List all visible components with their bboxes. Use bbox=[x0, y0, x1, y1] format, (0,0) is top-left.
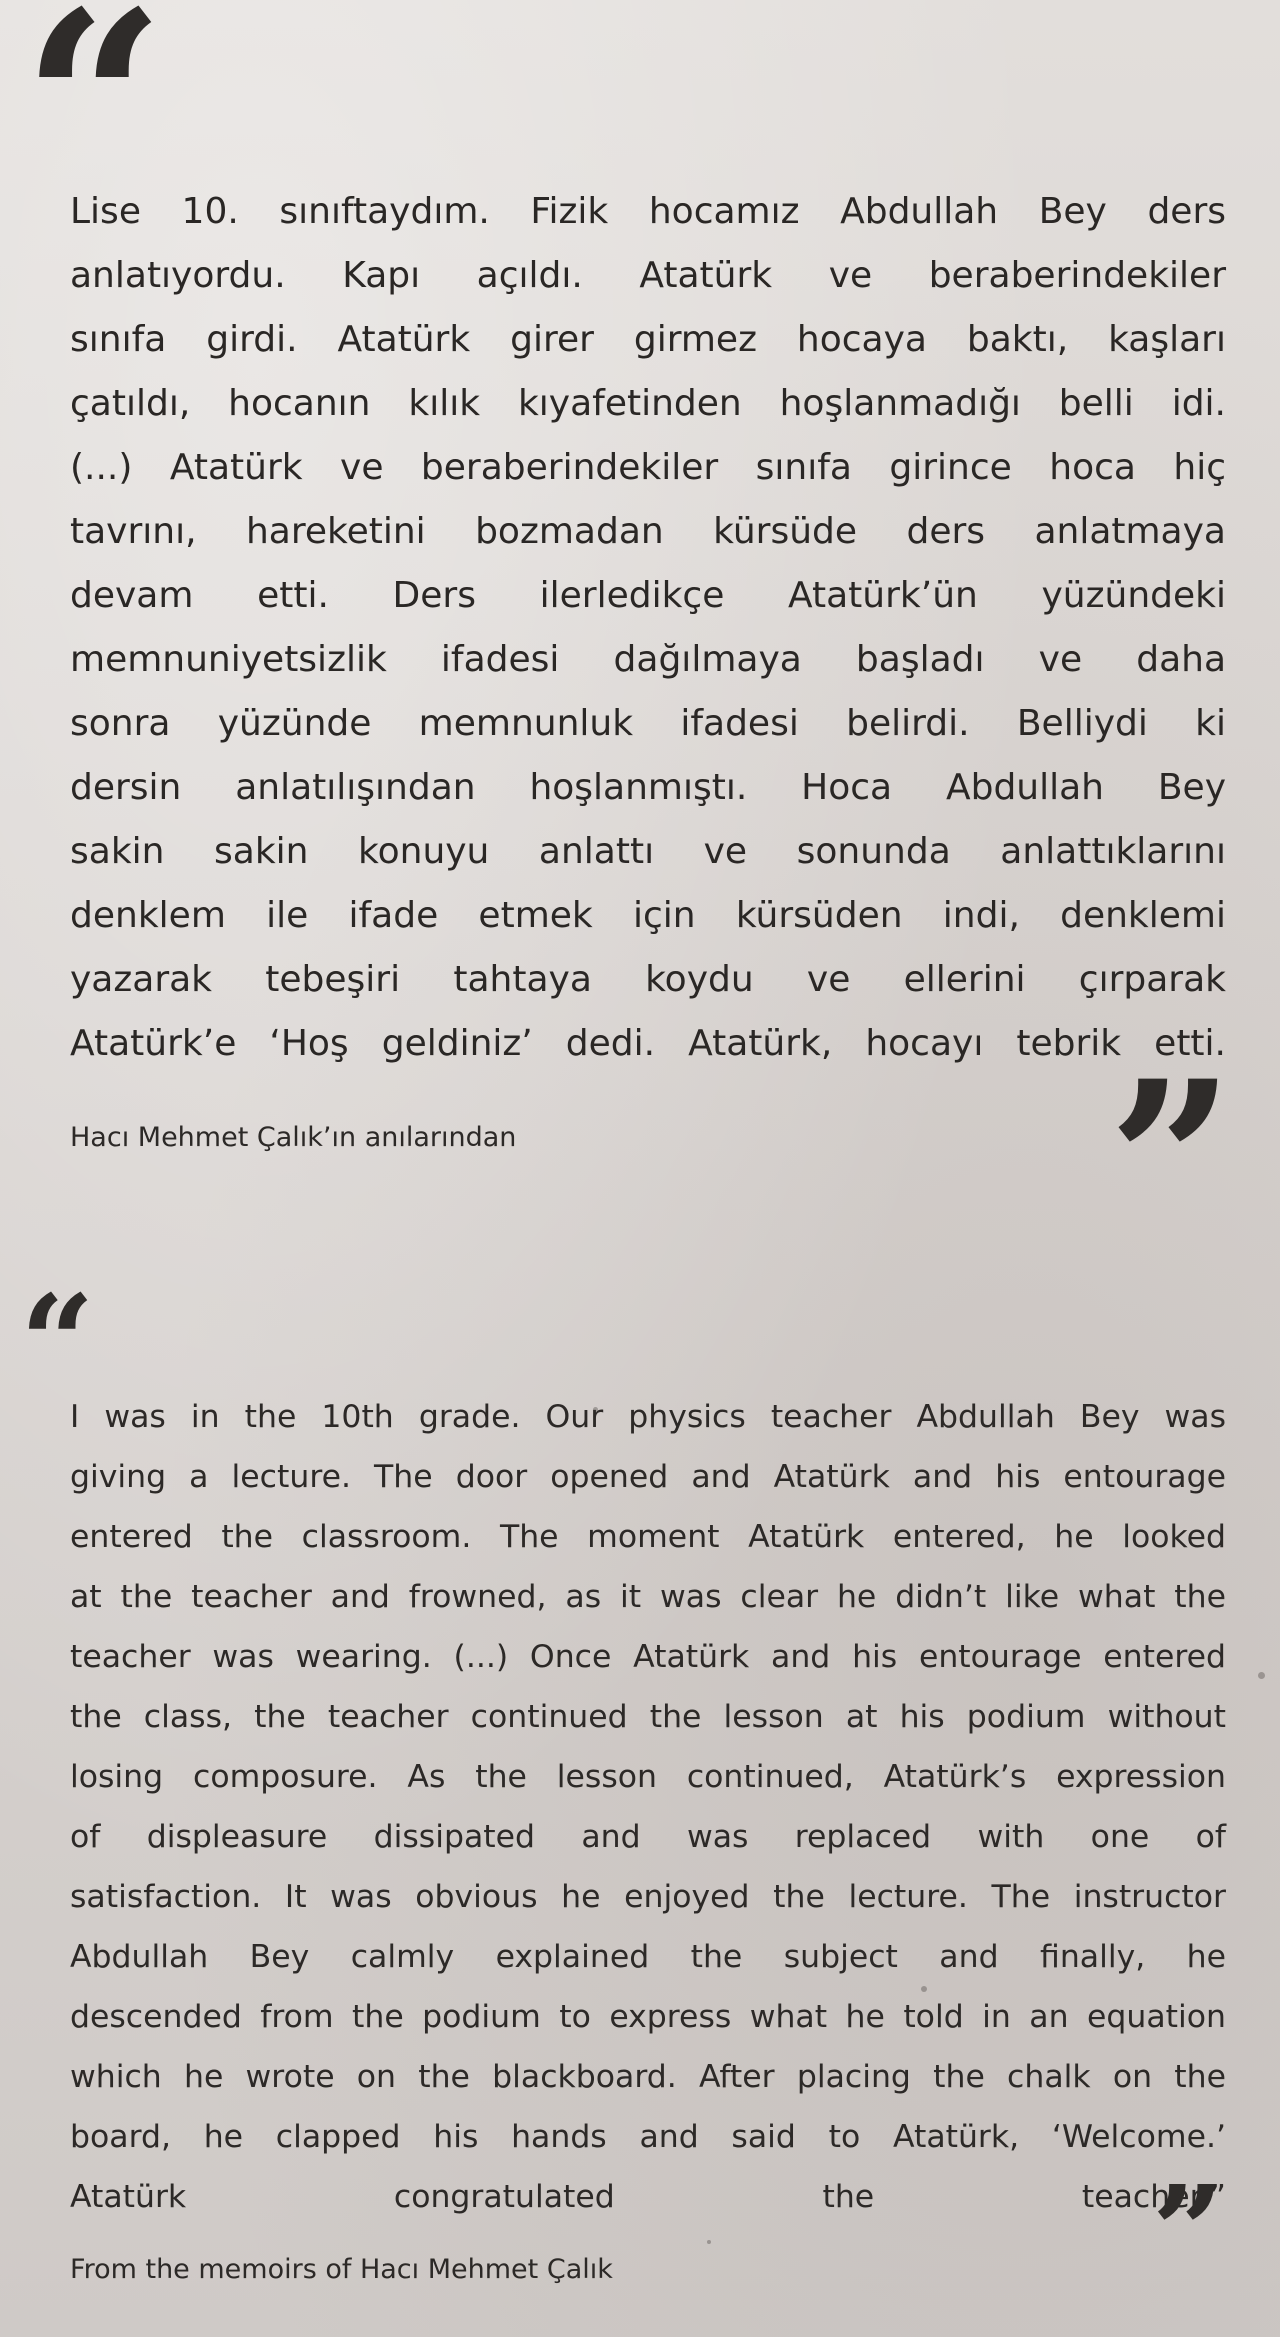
text-line: board, he clapped his hands and said to Atatürk, ‘Welcome.’ bbox=[70, 2119, 1226, 2155]
text-line: the class, the teacher continued the lesson at his podium without bbox=[70, 1699, 1226, 1735]
wall-speck bbox=[1258, 1672, 1265, 1679]
wall-speck bbox=[707, 2240, 711, 2244]
text-line: yazarak tebeşiri tahtaya koydu ve ellerini çırparak bbox=[70, 959, 1226, 1000]
text-line: (...) Atatürk ve beraberindekiler sınıfa girince hoca hiç bbox=[70, 447, 1226, 488]
wall-speck bbox=[921, 1986, 927, 1992]
english-quote-text bbox=[70, 1387, 1226, 2227]
open-quote-icon: “ bbox=[22, 0, 160, 250]
text-line: Lise 10. sınıftaydım. Fizik hocamız Abdullah Bey ders bbox=[70, 191, 1226, 232]
english-attribution: From the memoirs of Hacı Mehmet Çalık bbox=[70, 2254, 613, 2285]
text-line: devam etti. Ders ilerledikçe Atatürk’ün yüzündeki bbox=[70, 575, 1226, 616]
wall-speck bbox=[593, 1407, 598, 1412]
text-line: tavrını, hareketini bozmadan kürsüde ders anlatmaya bbox=[70, 511, 1226, 552]
open-quote-icon: “ bbox=[20, 1266, 92, 1419]
text-line: Abdullah Bey calmly explained the subject and finally, he bbox=[70, 1939, 1226, 1975]
text-line: çatıldı, hocanın kılık kıyafetinden hoşlanmadığı belli idi. bbox=[70, 383, 1226, 424]
turkish-quote-text bbox=[70, 180, 1226, 1076]
text-line: I was in the 10th grade. Our physics teacher Abdullah Bey was bbox=[70, 1399, 1226, 1435]
text-line: at the teacher and frowned, as it was clear he didn’t like what the bbox=[70, 1579, 1226, 1615]
text-line: Atatürk congratulated the teacher.” bbox=[70, 2179, 1226, 2215]
text-line: Atatürk’e ‘Hoş geldiniz’ dedi. Atatürk, hocayı tebrik etti. bbox=[70, 1023, 1226, 1064]
text-line: of displeasure dissipated and was replaced with one of bbox=[70, 1819, 1226, 1855]
text-line: giving a lecture. The door opened and Atatürk and his entourage bbox=[70, 1459, 1226, 1495]
text-line: sonra yüzünde memnunluk ifadesi belirdi. Belliydi ki bbox=[70, 703, 1226, 744]
text-line: sınıfa girdi. Atatürk girer girmez hocaya baktı, kaşları bbox=[70, 319, 1226, 360]
text-line: sakin sakin konuyu anlattı ve sonunda anlattıklarını bbox=[70, 831, 1226, 872]
text-line: which he wrote on the blackboard. After placing the chalk on the bbox=[70, 2059, 1226, 2095]
text-line: dersin anlatılışından hoşlanmıştı. Hoca Abdullah Bey bbox=[70, 767, 1226, 808]
text-line: losing composure. As the lesson continued, Atatürk’s expression bbox=[70, 1759, 1226, 1795]
text-line: memnuniyetsizlik ifadesi dağılmaya başladı ve daha bbox=[70, 639, 1226, 680]
text-line: teacher was wearing. (...) Once Atatürk and his entourage entered bbox=[70, 1639, 1226, 1675]
turkish-attribution: Hacı Mehmet Çalık’ın anılarından bbox=[70, 1122, 517, 1153]
text-line: satisfaction. It was obvious he enjoyed the lecture. The instructor bbox=[70, 1879, 1226, 1915]
text-line: anlatıyordu. Kapı açıldı. Atatürk ve beraberindekiler bbox=[70, 255, 1226, 296]
text-line: descended from the podium to express what he told in an equation bbox=[70, 1999, 1226, 2035]
close-quote-icon: ” bbox=[1152, 2159, 1221, 2305]
text-line: entered the classroom. The moment Atatürk entered, he looked bbox=[70, 1519, 1226, 1555]
close-quote-icon: ” bbox=[1108, 1032, 1229, 1291]
text-line: denklem ile ifade etmek için kürsüden indi, denklemi bbox=[70, 895, 1226, 936]
